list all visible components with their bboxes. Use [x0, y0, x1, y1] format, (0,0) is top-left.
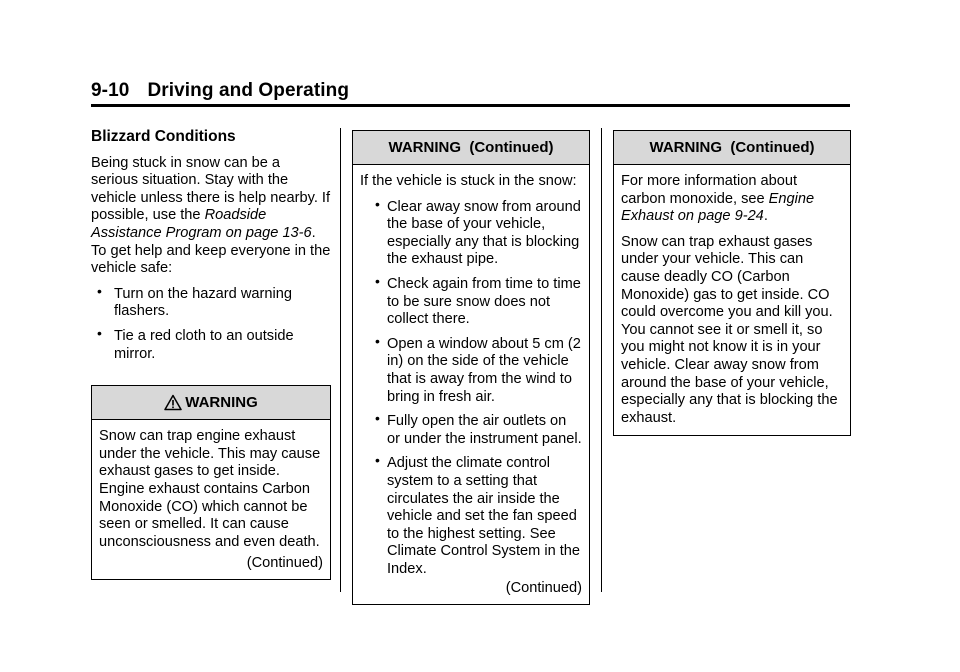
- warning-list: [360, 195, 582, 579]
- page-number: 9-10: [91, 80, 130, 101]
- engine-exhaust-link[interactable]: Engine Exhaust on page 9-24: [621, 190, 815, 225]
- warning-text: For more information about carbon monoxide, see: [621, 173, 798, 207]
- warning-paragraph: Snow can trap exhaust gases under your vehicle. This can cause deadly CO (Carbon Monoxide) gas to get inside. CO could overcome you and kill you. You cannot see it or smell it, so you might not know it is in your vehicle. Clear away snow from around the base of your vehicle, especially any that is blocking the exhaust.: [621, 233, 838, 426]
- bullet-icon: •: [375, 332, 380, 349]
- column-divider: [601, 128, 602, 592]
- page-heading: [91, 80, 850, 102]
- bullet-icon: •: [375, 195, 380, 212]
- section-title: Blizzard Conditions: [91, 128, 236, 145]
- intro-text: Being stuck in snow can be a serious situation. Stay with the vehicle unless there is help nearby. If possible, use the: [91, 154, 331, 224]
- column-2: [352, 128, 590, 605]
- warning-header: WARNING (Continued): [614, 131, 850, 165]
- warning-paragraph: [621, 173, 843, 226]
- warning-text: Snow can trap engine exhaust under the vehicle. This may cause exhaust gases to get inside. Engine exhaust contains Carbon Monoxide (CO) which cannot be seen or smelled. It can cause unconsciousness and even death.: [99, 428, 321, 550]
- continued-label: (Continued): [505, 580, 582, 597]
- warning-body: [353, 165, 589, 604]
- list-item: [360, 410, 582, 448]
- warning-triangle-icon: [164, 390, 182, 423]
- warning-header: [92, 386, 330, 420]
- page-header: [91, 80, 850, 107]
- bullet-icon: •: [375, 410, 380, 427]
- intro-paragraph: [91, 155, 331, 278]
- list-item-text: Tie a red cloth to an outside mirror.: [114, 327, 294, 362]
- list-item: [91, 324, 331, 363]
- list-item: [360, 272, 582, 329]
- chapter-title: Driving and Operating: [147, 80, 350, 101]
- list-item: [360, 332, 582, 406]
- column-3: [613, 128, 851, 436]
- list-item: [91, 282, 331, 321]
- warning-title: WARNING: [185, 394, 258, 412]
- list-item: [360, 452, 582, 578]
- roadside-assistance-link[interactable]: Roadside Assistance Program on page 13-6: [91, 207, 312, 241]
- safety-list: [91, 282, 331, 363]
- list-item-text: Open a window about 5 cm (2 in) on the side of the vehicle that is away from the wind to bring in fresh air.: [387, 335, 581, 405]
- column-1: [91, 128, 331, 580]
- list-item-text: Adjust the climate control system to a setting that circulates the air inside the vehicle and set the fan speed to the highest setting. See Climate Control System in the Index.: [387, 455, 581, 577]
- bullet-icon: •: [97, 324, 102, 341]
- intro-text-end: . To get help and keep everyone in the vehicle safe:: [91, 224, 331, 277]
- warning-body: [614, 165, 850, 435]
- list-item-text: Clear away snow from around the base of your vehicle, especially any that is blocking the exhaust pipe.: [387, 198, 581, 268]
- list-item: [360, 195, 582, 269]
- list-item-text: Turn on the hazard warning flashers.: [114, 285, 292, 320]
- continued-label: (Continued): [246, 555, 323, 572]
- bullet-icon: •: [97, 282, 102, 299]
- list-item-text: Check again from time to time to be sure snow does not collect there.: [387, 275, 581, 328]
- bullet-icon: •: [375, 452, 380, 469]
- warning-header: WARNING (Continued): [353, 131, 589, 165]
- warning-text-end: .: [763, 208, 768, 225]
- warning-box: [613, 130, 851, 436]
- warning-box: [91, 385, 331, 580]
- column-divider: [340, 128, 341, 592]
- warning-intro: If the vehicle is stuck in the snow:: [360, 173, 577, 189]
- bullet-icon: •: [375, 272, 380, 289]
- warning-box: [352, 130, 590, 605]
- list-item-text: Fully open the air outlets on or under the instrument panel.: [387, 413, 582, 447]
- warning-body: [92, 420, 330, 579]
